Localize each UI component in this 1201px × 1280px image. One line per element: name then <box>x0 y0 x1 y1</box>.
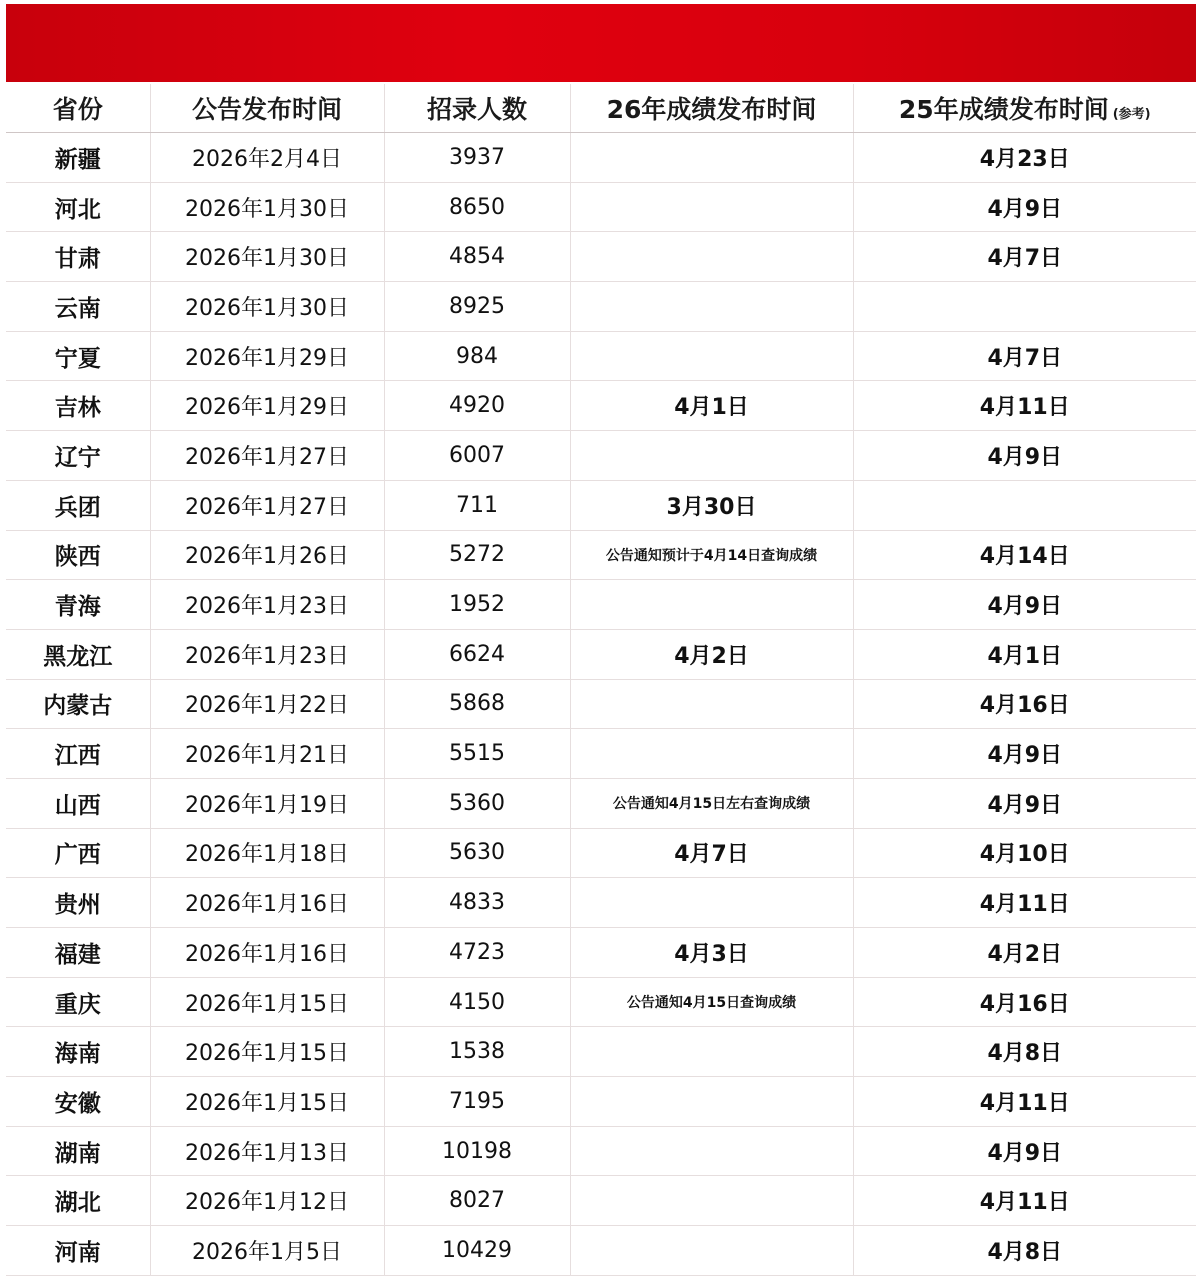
cell-score26: 4月7日 <box>570 828 853 878</box>
cell-province: 贵州 <box>6 878 150 928</box>
cell-announce-date: 2026年2月4日 <box>150 133 384 183</box>
cell-score26 <box>570 580 853 630</box>
cell-recruits: 5515 <box>384 729 570 779</box>
cell-recruits: 5630 <box>384 828 570 878</box>
cell-score26: 4月3日 <box>570 928 853 978</box>
cell-score25: 4月9日 <box>853 729 1196 779</box>
table-row <box>6 1077 1196 1127</box>
cell-announce-date: 2026年1月27日 <box>150 431 384 481</box>
cell-province: 云南 <box>6 282 150 332</box>
cell-province: 吉林 <box>6 381 150 431</box>
cell-announce-date: 2026年1月27日 <box>150 480 384 530</box>
table-row <box>6 629 1196 679</box>
header-announce-date-label: 公告发布时间 <box>191 95 342 124</box>
cell-recruits: 5360 <box>384 778 570 828</box>
cell-recruits: 7195 <box>384 1077 570 1127</box>
cell-province: 兵团 <box>6 480 150 530</box>
cell-score26 <box>570 133 853 183</box>
cell-recruits: 8650 <box>384 182 570 232</box>
cell-announce-date: 2026年1月21日 <box>150 729 384 779</box>
header-province <box>6 84 150 133</box>
cell-announce-date: 2026年1月15日 <box>150 977 384 1027</box>
table-row <box>6 480 1196 530</box>
exam-schedule-table <box>6 84 1196 1276</box>
cell-province: 江西 <box>6 729 150 779</box>
cell-announce-date: 2026年1月30日 <box>150 182 384 232</box>
cell-announce-date: 2026年1月15日 <box>150 1077 384 1127</box>
header-score26-label: 26年成绩发布时间 <box>606 95 817 124</box>
cell-score25: 4月11日 <box>853 1077 1196 1127</box>
cell-score26 <box>570 1027 853 1077</box>
cell-score25: 4月8日 <box>853 1226 1196 1276</box>
table-row <box>6 1027 1196 1077</box>
cell-announce-date: 2026年1月16日 <box>150 878 384 928</box>
cell-province: 河南 <box>6 1226 150 1276</box>
cell-recruits: 4833 <box>384 878 570 928</box>
cell-score25: 4月7日 <box>853 331 1196 381</box>
table-row <box>6 977 1196 1027</box>
cell-score25: 4月9日 <box>853 580 1196 630</box>
cell-score25: 4月10日 <box>853 828 1196 878</box>
cell-recruits: 711 <box>384 480 570 530</box>
cell-recruits: 4150 <box>384 977 570 1027</box>
cell-announce-date: 2026年1月23日 <box>150 580 384 630</box>
cell-province: 青海 <box>6 580 150 630</box>
cell-announce-date: 2026年1月12日 <box>150 1176 384 1226</box>
cell-announce-date: 2026年1月13日 <box>150 1126 384 1176</box>
cell-score25: 4月9日 <box>853 431 1196 481</box>
cell-province: 广西 <box>6 828 150 878</box>
cell-province: 山西 <box>6 778 150 828</box>
cell-score25: 4月8日 <box>853 1027 1196 1077</box>
cell-announce-date: 2026年1月30日 <box>150 232 384 282</box>
cell-score25: 4月9日 <box>853 1126 1196 1176</box>
header-announce-date <box>150 84 384 133</box>
cell-score26: 公告通知预计于4月14日查询成绩 <box>570 530 853 580</box>
cell-announce-date: 2026年1月16日 <box>150 928 384 978</box>
table-body <box>6 133 1196 1276</box>
cell-announce-date: 2026年1月23日 <box>150 629 384 679</box>
cell-province: 宁夏 <box>6 331 150 381</box>
table-row <box>6 1126 1196 1176</box>
cell-province: 河北 <box>6 182 150 232</box>
cell-announce-date: 2026年1月29日 <box>150 331 384 381</box>
table-row <box>6 530 1196 580</box>
cell-province: 新疆 <box>6 133 150 183</box>
table-row <box>6 828 1196 878</box>
table-row <box>6 778 1196 828</box>
cell-province: 福建 <box>6 928 150 978</box>
header-province-label: 省份 <box>52 95 103 124</box>
header-row <box>6 84 1196 133</box>
cell-province: 湖南 <box>6 1126 150 1176</box>
cell-recruits: 4920 <box>384 381 570 431</box>
cell-score26 <box>570 431 853 481</box>
cell-province: 辽宁 <box>6 431 150 481</box>
cell-announce-date: 2026年1月29日 <box>150 381 384 431</box>
cell-score25: 4月7日 <box>853 232 1196 282</box>
cell-province: 陕西 <box>6 530 150 580</box>
cell-recruits: 8027 <box>384 1176 570 1226</box>
cell-recruits: 6624 <box>384 629 570 679</box>
cell-score25: 4月11日 <box>853 1176 1196 1226</box>
header-recruits-label: 招录人数 <box>426 95 527 124</box>
cell-recruits: 6007 <box>384 431 570 481</box>
cell-province: 湖北 <box>6 1176 150 1226</box>
cell-score26 <box>570 729 853 779</box>
cell-score25: 4月1日 <box>853 629 1196 679</box>
cell-score25 <box>853 480 1196 530</box>
cell-province: 安徽 <box>6 1077 150 1127</box>
cell-score25 <box>853 282 1196 332</box>
cell-province: 甘肃 <box>6 232 150 282</box>
table-row <box>6 729 1196 779</box>
cell-announce-date: 2026年1月19日 <box>150 778 384 828</box>
cell-score26: 4月2日 <box>570 629 853 679</box>
cell-announce-date: 2026年1月15日 <box>150 1027 384 1077</box>
cell-score25: 4月9日 <box>853 778 1196 828</box>
cell-announce-date: 2026年1月22日 <box>150 679 384 729</box>
cell-recruits: 1538 <box>384 1027 570 1077</box>
cell-province: 黑龙江 <box>6 629 150 679</box>
header-recruits <box>384 84 570 133</box>
cell-recruits: 8925 <box>384 282 570 332</box>
cell-recruits: 1952 <box>384 580 570 630</box>
cell-score26 <box>570 878 853 928</box>
cell-province: 内蒙古 <box>6 679 150 729</box>
cell-score25: 4月23日 <box>853 133 1196 183</box>
table-header <box>6 84 1196 133</box>
cell-announce-date: 2026年1月30日 <box>150 282 384 332</box>
cell-recruits: 3937 <box>384 133 570 183</box>
cell-score25: 4月9日 <box>853 182 1196 232</box>
cell-recruits: 984 <box>384 331 570 381</box>
table-row <box>6 182 1196 232</box>
cell-score25: 4月14日 <box>853 530 1196 580</box>
table-row <box>6 381 1196 431</box>
cell-announce-date: 2026年1月26日 <box>150 530 384 580</box>
cell-score25: 4月11日 <box>853 381 1196 431</box>
table-row <box>6 232 1196 282</box>
table-row <box>6 282 1196 332</box>
header-score26 <box>570 84 853 133</box>
table-row <box>6 580 1196 630</box>
header-score25-label: 25年成绩发布时间 <box>898 95 1109 124</box>
cell-score25: 4月2日 <box>853 928 1196 978</box>
cell-announce-date: 2026年1月5日 <box>150 1226 384 1276</box>
red-banner <box>6 4 1196 82</box>
exam-schedule-table-container <box>6 84 1196 1278</box>
cell-province: 重庆 <box>6 977 150 1027</box>
cell-score26 <box>570 1176 853 1226</box>
cell-recruits: 5868 <box>384 679 570 729</box>
cell-score26: 公告通知4月15日查询成绩 <box>570 977 853 1027</box>
cell-score26 <box>570 1077 853 1127</box>
table-row <box>6 928 1196 978</box>
cell-score26 <box>570 182 853 232</box>
cell-score26: 公告通知4月15日左右查询成绩 <box>570 778 853 828</box>
table-row <box>6 331 1196 381</box>
cell-recruits: 4723 <box>384 928 570 978</box>
cell-province: 海南 <box>6 1027 150 1077</box>
header-score25-note: (参考) <box>1112 107 1151 122</box>
cell-score26 <box>570 331 853 381</box>
cell-score25: 4月11日 <box>853 878 1196 928</box>
table-row <box>6 431 1196 481</box>
table-row <box>6 679 1196 729</box>
cell-recruits: 10198 <box>384 1126 570 1176</box>
table-row <box>6 1226 1196 1276</box>
cell-announce-date: 2026年1月18日 <box>150 828 384 878</box>
cell-recruits: 10429 <box>384 1226 570 1276</box>
cell-score26: 3月30日 <box>570 480 853 530</box>
cell-score26 <box>570 679 853 729</box>
cell-score26 <box>570 282 853 332</box>
table-row <box>6 878 1196 928</box>
cell-score25: 4月16日 <box>853 977 1196 1027</box>
cell-score26 <box>570 1226 853 1276</box>
table-row <box>6 133 1196 183</box>
cell-score25: 4月16日 <box>853 679 1196 729</box>
table-row <box>6 1176 1196 1226</box>
cell-score26 <box>570 232 853 282</box>
cell-score26: 4月1日 <box>570 381 853 431</box>
cell-recruits: 4854 <box>384 232 570 282</box>
cell-score26 <box>570 1126 853 1176</box>
header-score25 <box>853 84 1196 133</box>
cell-recruits: 5272 <box>384 530 570 580</box>
